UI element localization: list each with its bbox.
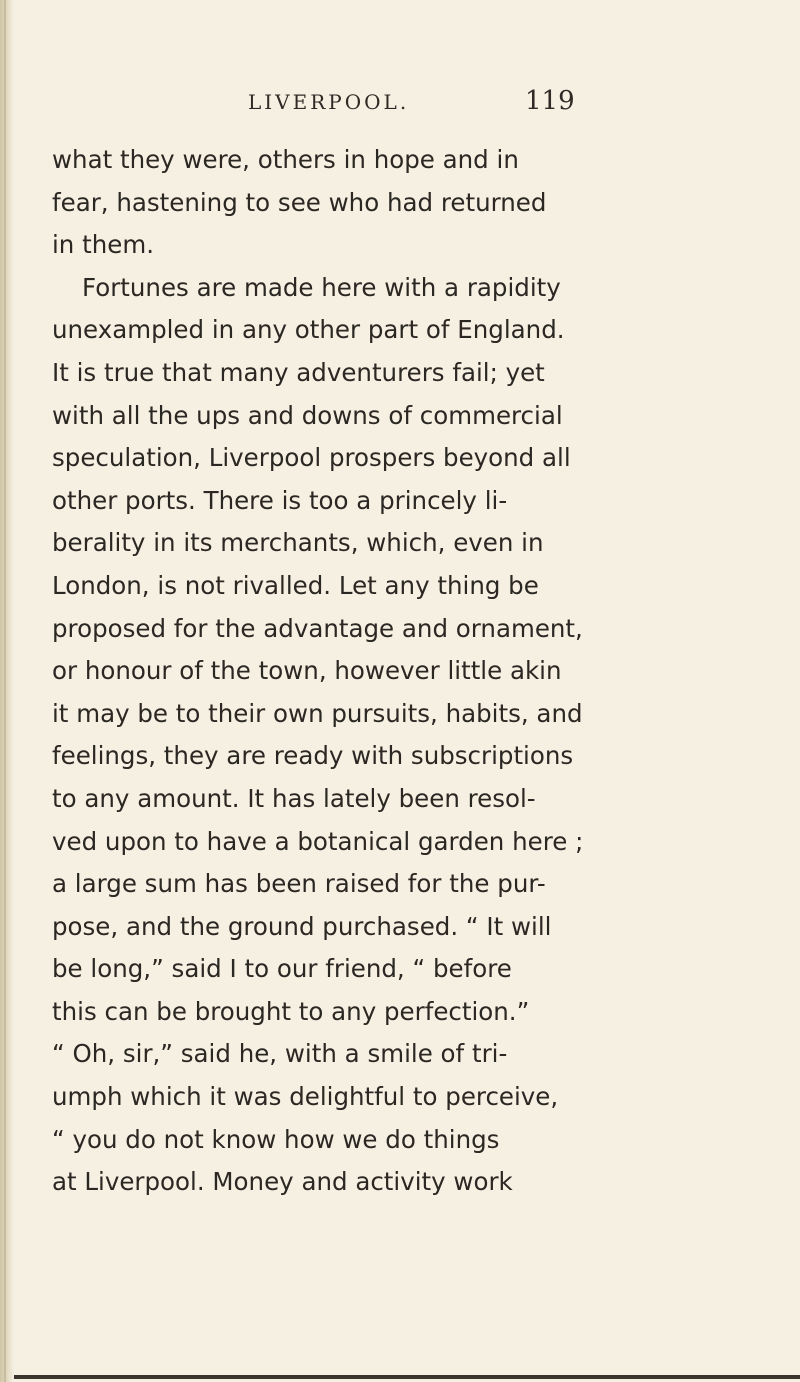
text-line: this can be brought to any perfection.” [52, 996, 530, 1026]
body-text [52, 139, 742, 1204]
page-header [0, 86, 800, 126]
text-line: unexampled in any other part of England. [52, 315, 565, 345]
gutter-line [4, 0, 6, 1382]
text-line: proposed for the advantage and ornament, [52, 613, 583, 643]
text-line: pose, and the ground purchased. “ It will [52, 911, 552, 941]
text-line: feelings, they are ready with subscriptions [52, 741, 574, 771]
text-line: “ Oh, sir,” said he, with a smile of tri- [52, 1039, 508, 1069]
text-line: be long,” said I to our friend, “ before [52, 954, 512, 984]
text-line: or honour of the town, however little akin [52, 656, 562, 686]
text-line: what they were, others in hope and in [52, 145, 519, 174]
text-line: “ you do not know how we do things [52, 1124, 500, 1154]
text-line: umph which it was delightful to perceive, [52, 1082, 559, 1112]
page-number: 119 [525, 86, 575, 116]
running-head: LIVERPOOL. [248, 90, 410, 114]
text-line: speculation, Liverpool prospers beyond all [52, 443, 571, 473]
text-line: at Liverpool. Money and activity work [52, 1167, 513, 1197]
text-line: to any amount. It has lately been resol- [52, 783, 536, 813]
text-line: It is true that many adventurers fail; yet [52, 357, 545, 387]
text-line: other ports. There is too a princely li- [52, 485, 508, 515]
text-line: fear, hastening to see who had returned [52, 187, 547, 217]
text-line: London, is not rivalled. Let any thing be [52, 570, 539, 600]
text-line: ved upon to have a botanical garden here ; [52, 826, 584, 856]
bottom-rule [14, 1375, 800, 1379]
page-gutter [0, 0, 14, 1382]
text-line: with all the ups and downs of commercial [52, 400, 563, 430]
text-line: a large sum has been raised for the pur- [52, 869, 546, 899]
text-line: in them. [52, 230, 154, 260]
text-line: Fortunes are made here with a rapidity [82, 272, 561, 302]
text-line: it may be to their own pursuits, habits, and [52, 698, 583, 728]
text-line: berality in its merchants, which, even in [52, 528, 544, 558]
